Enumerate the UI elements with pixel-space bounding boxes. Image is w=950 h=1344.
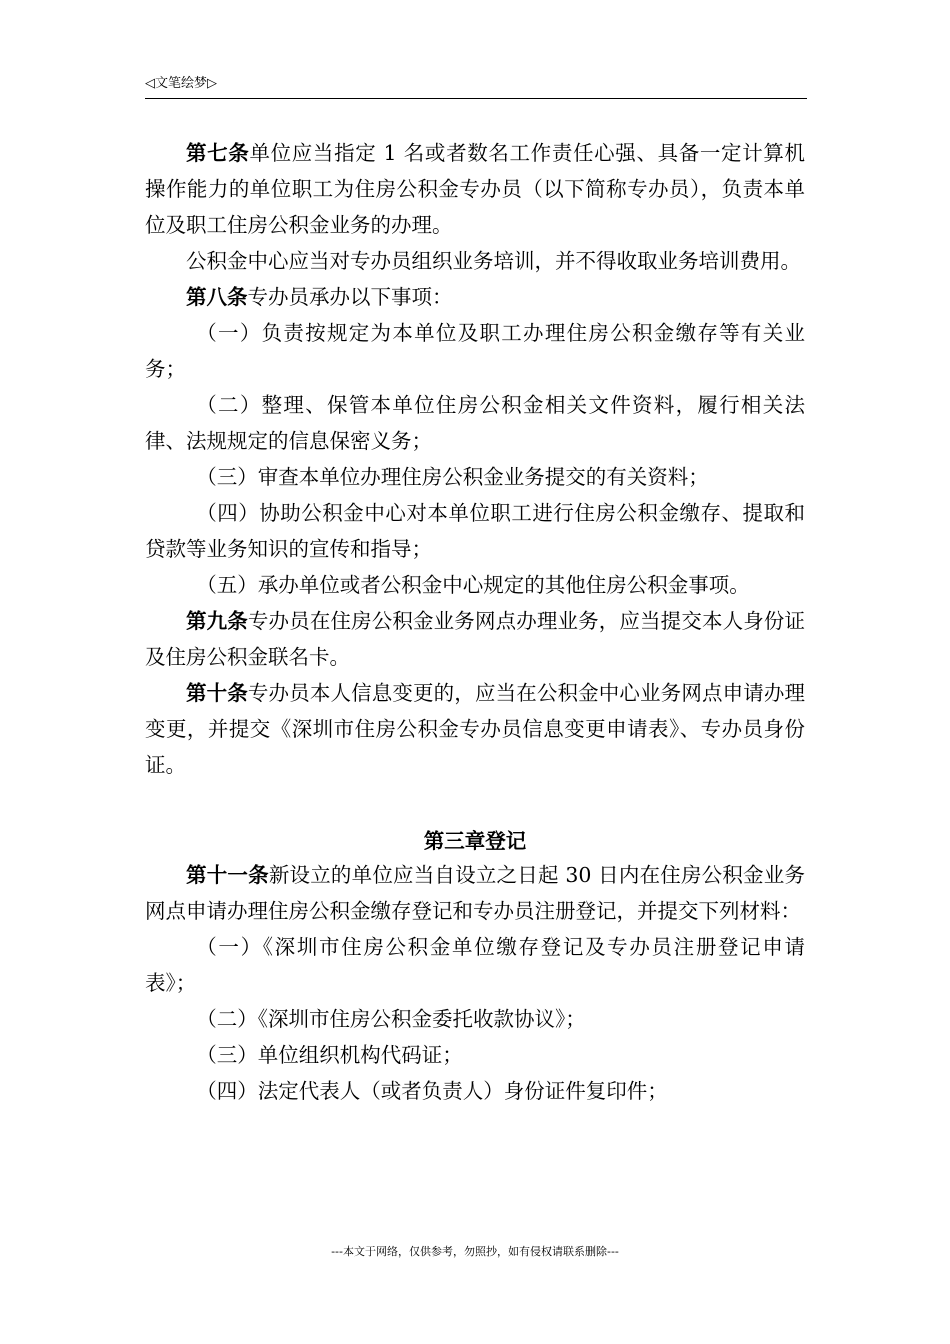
list-item [145,1001,805,1037]
list-item [145,387,805,459]
list-item [145,315,805,387]
paragraph-text: 公积金中心应当对专办员组织业务培训，并不得收取业务培训费用。 [186,249,801,273]
list-item-text: （三）单位组织机构代码证； [196,1043,463,1067]
header-title: 文笔绘梦 [155,76,208,91]
article-text: 新设立的单位应当自设立之日起 30 日内在住房公积金业务网点申请办理住房公积金缴存登记和专办员注册登记，并提交下列材料： [145,863,805,923]
article-text: 专办员在住房公积金业务网点办理业务，应当提交本人身份证及住房公积金联名卡。 [145,609,806,669]
article-9 [145,603,805,675]
article-text: 单位应当指定 1 名或者数名工作责任心强、具备一定计算机操作能力的单位职工为住房公积金专办员（以下简称专办员），负责本单位及职工住房公积金业务的办理。 [145,141,806,237]
article-10 [145,675,805,783]
list-item-text: （二）整理、保管本单位住房公积金相关文件资料，履行相关法律、法规规定的信息保密义务； [145,393,805,453]
list-item [145,495,805,567]
list-item-text: （四）协助公积金中心对本单位职工进行住房公积金缴存、提取和贷款等业务知识的宣传和指导； [145,501,805,561]
list-item-text: （一）负责按规定为本单位及职工办理住房公积金缴存等有关业务； [145,321,805,381]
chapter-title: 第三章登记 [423,829,527,853]
page-footer: ---本文于网络，仅供参考，勿照抄，如有侵权请联系删除--- [331,1245,619,1258]
article-label: 第七条 [186,141,250,165]
article-text: 专办员承办以下事项： [247,285,453,309]
page-header [145,74,807,99]
document-body [145,135,805,1109]
right-triangle-icon: ▷ [207,76,218,91]
list-item [145,1073,805,1109]
article-label: 第九条 [186,609,248,633]
article-11 [145,857,805,929]
list-item-text: （三）审查本单位办理住房公积金业务提交的有关资料； [196,465,709,489]
article-7 [145,135,805,243]
article-label: 第十条 [186,681,248,705]
list-item-text: （四）法定代表人（或者负责人）身份证件复印件； [196,1079,668,1103]
article-label: 第八条 [186,285,248,309]
list-item [145,1037,805,1073]
list-item [145,929,805,1001]
article-label: 第十一条 [186,863,269,887]
list-item-text: （五）承办单位或者公积金中心规定的其他住房公积金事项。 [196,573,750,597]
list-item-text: （一）《深圳市住房公积金单位缴存登记及专办员注册登记申请表》； [145,935,805,995]
list-item-text: （二）《深圳市住房公积金委托收款协议》； [196,1007,586,1031]
paragraph [145,243,805,279]
article-8 [145,279,805,315]
list-item [145,567,805,603]
list-item [145,459,805,495]
left-triangle-icon: ◁ [145,76,155,91]
article-text: 专办员本人信息变更的，应当在公积金中心业务网点申请办理变更，并提交《深圳市住房公积金专办员信息变更申请表》、专办员身份证。 [145,681,806,777]
